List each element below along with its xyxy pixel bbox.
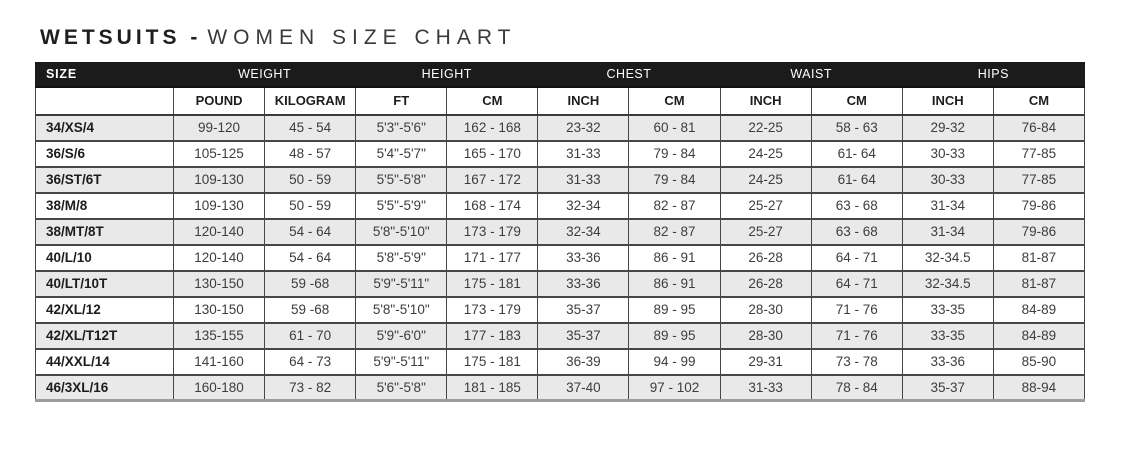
table-cell: 5'9"-6'0" [356,323,447,349]
table-cell: 173 - 179 [447,297,538,323]
table-cell: 64 - 71 [811,271,902,297]
table-cell: 94 - 99 [629,349,720,375]
table-cell: 109-130 [174,167,265,193]
table-cell: 5'5"-5'9" [356,193,447,219]
table-cell: 33-35 [902,297,993,323]
table-cell: 31-33 [538,167,629,193]
table-cell: 82 - 87 [629,193,720,219]
table-cell: 173 - 179 [447,219,538,245]
table-cell: 5'9"-5'11" [356,271,447,297]
table-row [36,193,1085,219]
table-cell: 30-33 [902,141,993,167]
table-row [36,375,1085,401]
unit-header-empty [36,87,174,115]
table-cell: 31-34 [902,219,993,245]
table-cell: 86 - 91 [629,271,720,297]
table-cell: 33-36 [902,349,993,375]
table-cell: 60 - 81 [629,115,720,141]
table-cell: 5'8"-5'10" [356,219,447,245]
size-table-body [36,115,1085,401]
table-cell: 35-37 [538,297,629,323]
table-cell: 61- 64 [811,141,902,167]
table-cell: 25-27 [720,193,811,219]
table-cell: 35-37 [538,323,629,349]
table-cell: 73 - 78 [811,349,902,375]
size-label: 38/M/8 [36,193,174,219]
table-cell: 63 - 68 [811,193,902,219]
table-cell: 50 - 59 [265,167,356,193]
table-cell: 32-34 [538,193,629,219]
table-cell: 31-34 [902,193,993,219]
table-cell: 130-150 [174,271,265,297]
table-cell: 84-89 [993,323,1084,349]
table-cell: 141-160 [174,349,265,375]
table-cell: 28-30 [720,297,811,323]
table-row [36,115,1085,141]
table-cell: 48 - 57 [265,141,356,167]
table-cell: 181 - 185 [447,375,538,401]
table-cell: 130-150 [174,297,265,323]
size-chart-table [35,62,1085,402]
table-cell: 61- 64 [811,167,902,193]
table-row [36,219,1085,245]
table-cell: 135-155 [174,323,265,349]
size-label: 40/LT/10T [36,271,174,297]
size-label: 38/MT/8T [36,219,174,245]
size-label: 36/ST/6T [36,167,174,193]
table-cell: 88-94 [993,375,1084,401]
table-cell: 79 - 84 [629,167,720,193]
table-cell: 26-28 [720,271,811,297]
table-cell: 23-32 [538,115,629,141]
unit-header-pound: POUND [174,87,265,115]
table-row [36,349,1085,375]
table-cell: 32-34.5 [902,245,993,271]
table-cell: 5'8"-5'9" [356,245,447,271]
table-cell: 29-32 [902,115,993,141]
table-cell: 99-120 [174,115,265,141]
table-cell: 25-27 [720,219,811,245]
column-header-weight: WEIGHT [174,63,356,87]
size-label: 42/XL/12 [36,297,174,323]
size-label: 42/XL/T12T [36,323,174,349]
unit-header-kilogram: KILOGRAM [265,87,356,115]
size-label: 34/XS/4 [36,115,174,141]
table-cell: 89 - 95 [629,297,720,323]
table-cell: 89 - 95 [629,323,720,349]
column-header-chest: CHEST [538,63,720,87]
table-cell: 168 - 174 [447,193,538,219]
page-title-subject: WOMEN SIZE CHART [207,26,517,49]
unit-header-ft: FT [356,87,447,115]
table-cell: 29-31 [720,349,811,375]
size-label: 40/L/10 [36,245,174,271]
table-cell: 5'9"-5'11" [356,349,447,375]
table-cell: 33-36 [538,245,629,271]
table-cell: 36-39 [538,349,629,375]
table-cell: 120-140 [174,245,265,271]
table-cell: 162 - 168 [447,115,538,141]
unit-header-hips-cm: CM [993,87,1084,115]
unit-header-row [36,87,1085,115]
table-cell: 175 - 181 [447,349,538,375]
table-cell: 77-85 [993,141,1084,167]
column-header-hips: HIPS [902,63,1084,87]
table-cell: 109-130 [174,193,265,219]
table-cell: 71 - 76 [811,323,902,349]
table-cell: 105-125 [174,141,265,167]
table-cell: 171 - 177 [447,245,538,271]
column-header-waist: WAIST [720,63,902,87]
table-cell: 85-90 [993,349,1084,375]
table-cell: 63 - 68 [811,219,902,245]
table-row [36,141,1085,167]
unit-header-hips-inch: INCH [902,87,993,115]
table-cell: 78 - 84 [811,375,902,401]
table-cell: 54 - 64 [265,245,356,271]
table-cell: 64 - 73 [265,349,356,375]
table-cell: 59 -68 [265,271,356,297]
table-cell: 175 - 181 [447,271,538,297]
table-cell: 177 - 183 [447,323,538,349]
table-cell: 79 - 84 [629,141,720,167]
size-label: 46/3XL/16 [36,375,174,401]
table-cell: 79-86 [993,193,1084,219]
table-cell: 84-89 [993,297,1084,323]
table-cell: 33-35 [902,323,993,349]
table-cell: 167 - 172 [447,167,538,193]
table-cell: 77-85 [993,167,1084,193]
table-cell: 5'3"-5'6" [356,115,447,141]
column-header-height: HEIGHT [356,63,538,87]
column-header-size: SIZE [36,63,174,87]
table-cell: 30-33 [902,167,993,193]
table-cell: 45 - 54 [265,115,356,141]
table-cell: 31-33 [538,141,629,167]
table-cell: 81-87 [993,245,1084,271]
unit-header-waist-inch: INCH [720,87,811,115]
size-label: 36/S/6 [36,141,174,167]
table-cell: 26-28 [720,245,811,271]
table-row [36,271,1085,297]
page-title [40,26,516,50]
size-label: 44/XXL/14 [36,349,174,375]
size-table-head [36,63,1085,115]
unit-header-chest-cm: CM [629,87,720,115]
table-cell: 58 - 63 [811,115,902,141]
table-cell: 28-30 [720,323,811,349]
table-row [36,297,1085,323]
table-row [36,167,1085,193]
table-cell: 79-86 [993,219,1084,245]
unit-header-height-cm: CM [447,87,538,115]
table-cell: 97 - 102 [629,375,720,401]
unit-header-waist-cm: CM [811,87,902,115]
table-cell: 71 - 76 [811,297,902,323]
group-header-row [36,63,1085,87]
table-cell: 5'5"-5'8" [356,167,447,193]
table-cell: 86 - 91 [629,245,720,271]
table-cell: 31-33 [720,375,811,401]
table-cell: 61 - 70 [265,323,356,349]
table-cell: 24-25 [720,141,811,167]
table-cell: 64 - 71 [811,245,902,271]
table-cell: 24-25 [720,167,811,193]
table-cell: 73 - 82 [265,375,356,401]
page-title-product: WETSUITS - [40,26,202,49]
table-cell: 5'6"-5'8" [356,375,447,401]
table-cell: 81-87 [993,271,1084,297]
table-cell: 82 - 87 [629,219,720,245]
table-cell: 5'4"-5'7" [356,141,447,167]
unit-header-chest-inch: INCH [538,87,629,115]
table-cell: 160-180 [174,375,265,401]
table-row [36,323,1085,349]
table-cell: 37-40 [538,375,629,401]
table-cell: 35-37 [902,375,993,401]
table-cell: 50 - 59 [265,193,356,219]
table-cell: 33-36 [538,271,629,297]
table-cell: 165 - 170 [447,141,538,167]
table-cell: 22-25 [720,115,811,141]
table-cell: 5'8"-5'10" [356,297,447,323]
table-cell: 32-34.5 [902,271,993,297]
table-cell: 59 -68 [265,297,356,323]
table-cell: 54 - 64 [265,219,356,245]
table-row [36,245,1085,271]
table-cell: 76-84 [993,115,1084,141]
table-cell: 32-34 [538,219,629,245]
table-cell: 120-140 [174,219,265,245]
